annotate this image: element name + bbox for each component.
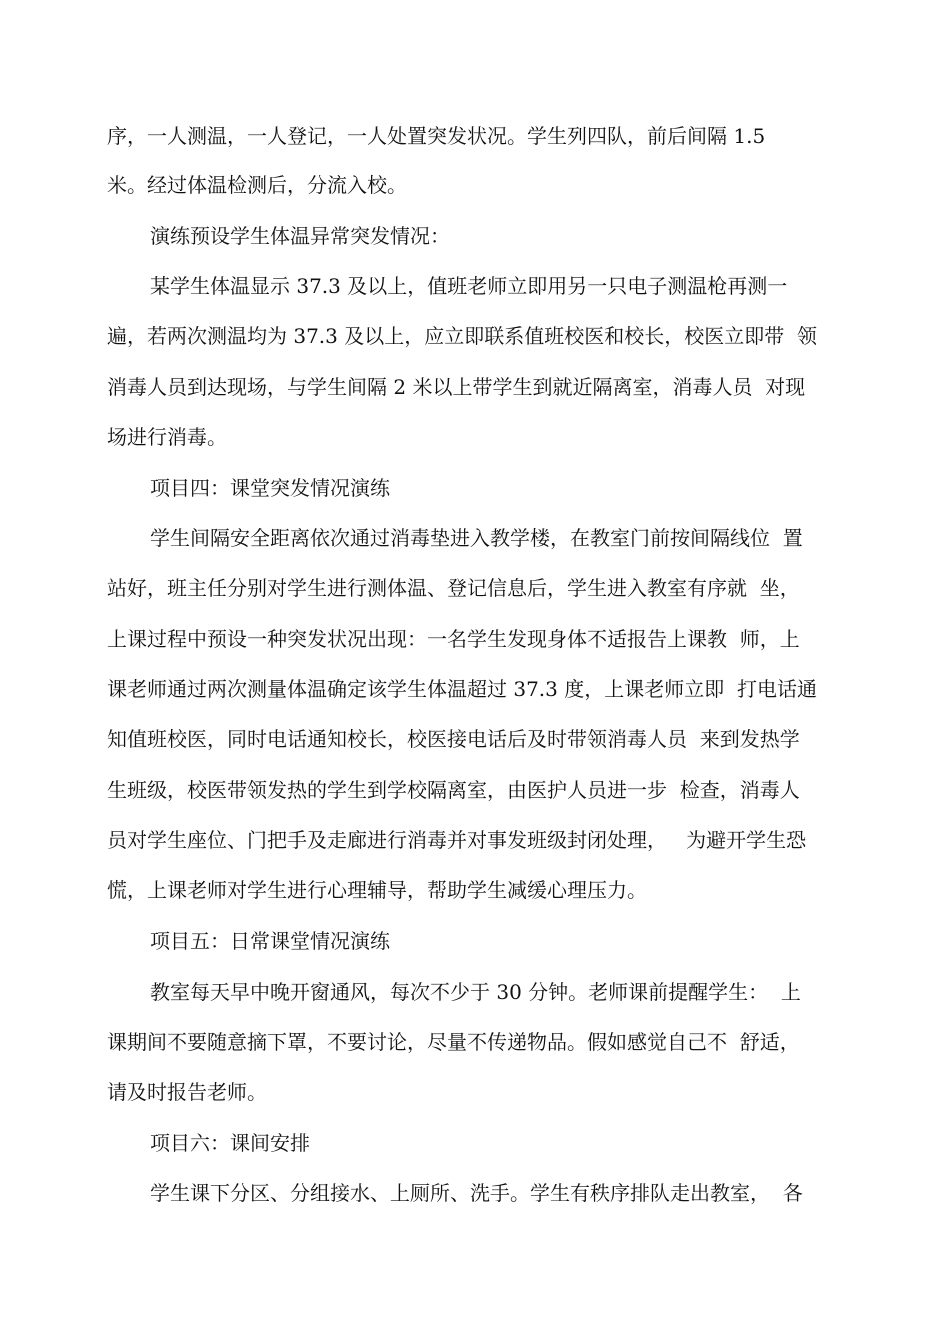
text-line: 知值班校医，同时电话通知校长，校医接电话后及时带领消毒人员 来到发热学	[107, 727, 800, 751]
text-line: 上课过程中预设一种突发状况出现：一名学生发现身体不适报告上课教 师，上	[107, 627, 800, 651]
text-line: 序，一人测温，一人登记，一人处置突发状况。学生列四队，前后间隔 1.5	[107, 124, 766, 148]
text-line: 某学生体温显示 37.3 及以上，值班老师立即用另一只电子测温枪再测一	[150, 274, 788, 298]
text-line: 场进行消毒。	[107, 425, 227, 449]
text-line: 请及时报告老师。	[107, 1080, 267, 1104]
text-line: 员对学生座位、门把手及走廊进行消毒并对事发班级封闭处理， 为避开学生恐	[107, 828, 807, 852]
text-line: 生班级，校医带领发热的学生到学校隔离室，由医护人员进一步 检查，消毒人	[107, 778, 800, 802]
text-line: 课老师通过两次测量体温确定该学生体温超过 37.3 度，上课老师立即 打电话通	[107, 677, 817, 701]
section-heading: 项目五：日常课堂情况演练	[150, 929, 390, 953]
text-line: 慌，上课老师对学生进行心理辅导，帮助学生减缓心理压力。	[107, 878, 647, 902]
text-line: 米。经过体温检测后，分流入校。	[107, 173, 407, 197]
text-line: 课期间不要随意摘下罩，不要讨论，尽量不传递物品。假如感觉自己不 舒适，	[107, 1030, 800, 1054]
text-line: 站好，班主任分别对学生进行测体温、登记信息后，学生进入教室有序就 坐，	[107, 576, 800, 600]
text-line: 消毒人员到达现场，与学生间隔 2 米以上带学生到就近隔离室，消毒人员 对现	[107, 375, 806, 399]
section-heading: 项目四：课堂突发情况演练	[150, 476, 390, 500]
text-line: 遍，若两次测温均为 37.3 及以上，应立即联系值班校医和校长，校医立即带 领	[107, 324, 817, 348]
text-line: 学生间隔安全距离依次通过消毒垫进入教学楼，在教室门前按间隔线位 置	[150, 526, 803, 550]
section-heading: 项目六：课间安排	[150, 1131, 310, 1155]
text-line: 学生课下分区、分组接水、上厕所、洗手。学生有秩序排队走出教室， 各	[150, 1181, 803, 1205]
text-line: 演练预设学生体温异常突发情况：	[150, 224, 450, 248]
text-line: 教室每天早中晚开窗通风，每次不少于 30 分钟。老师课前提醒学生： 上	[150, 980, 801, 1004]
